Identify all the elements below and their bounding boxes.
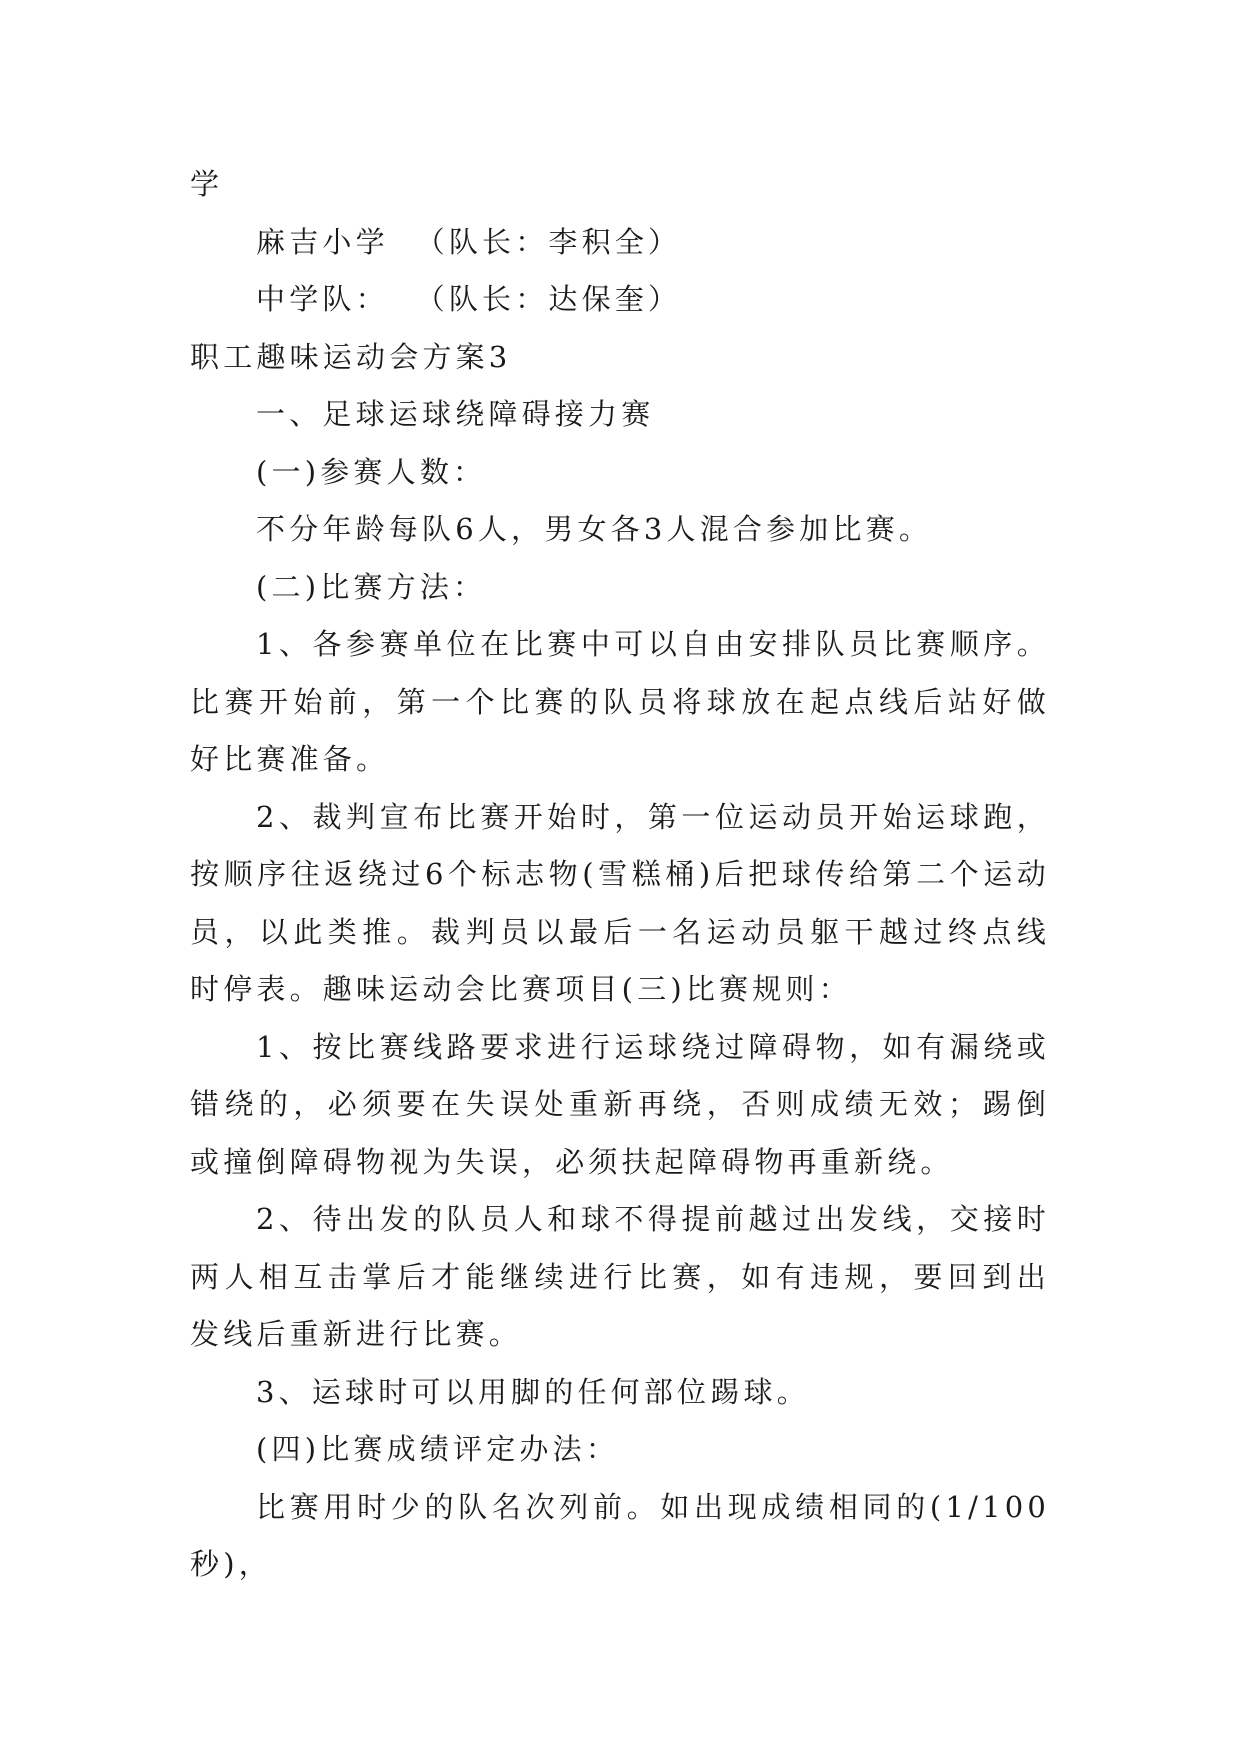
paragraph-participants: 不分年龄每队6人，男女各3人混合参加比赛。: [256, 512, 933, 546]
paragraph-rule-1: 1、按比赛线路要求进行运球绕过障碍物，如有漏绕或错绕的，必须要在失误处重新再绕，否则成绩无效；踢倒或撞倒障碍物视为失误，必须扶起障碍物再重新绕。: [190, 1029, 1050, 1179]
subheading-method: (二)比赛方法：: [256, 569, 487, 604]
paragraph-rule-2: 2、待出发的队员人和球不得提前越过出发线，交接时两人相互击掌后才能继续进行比赛，如有违规，要回到出发线后重新进行比赛。: [190, 1202, 1050, 1351]
paragraph-scoring: 比赛用时少的队名次列前。如出现成绩相同的(1/100秒)，: [190, 1489, 1050, 1581]
subheading-participants: (一)参赛人数：: [256, 454, 487, 489]
paragraph-method-1: 1、各参赛单位在比赛中可以自由安排队员比赛顺序。比赛开始前，第一个比赛的队员将球放在起点线后站好做好比赛准备。: [190, 627, 1050, 776]
paragraph-team-maji: 麻吉小学 （队长：李积全）: [256, 224, 682, 259]
event-heading: 一、足球运球绕障碍接力赛: [256, 397, 655, 431]
paragraph-continuation: 学: [190, 167, 224, 201]
subheading-scoring: (四)比赛成绩评定办法：: [256, 1432, 620, 1466]
document-body: [190, 156, 1050, 1594]
paragraph-rule-3: 3、运球时可以用脚的任何部位踢球。: [256, 1374, 810, 1409]
section-heading: 职工趣味运动会方案3: [190, 339, 512, 374]
paragraph-team-middle-school: 中学队： （队长：达保奎）: [256, 282, 682, 316]
paragraph-method-2: 2、裁判宣布比赛开始时，第一位运动员开始运球跑，按顺序往返绕过6个标志物(雪糕桶)后把球传给第二个运动员，以此类推。裁判员以最后一名运动员躯干越过终点线时停表。趣味运动会比赛项目(三)比赛规则：: [190, 799, 1050, 1006]
